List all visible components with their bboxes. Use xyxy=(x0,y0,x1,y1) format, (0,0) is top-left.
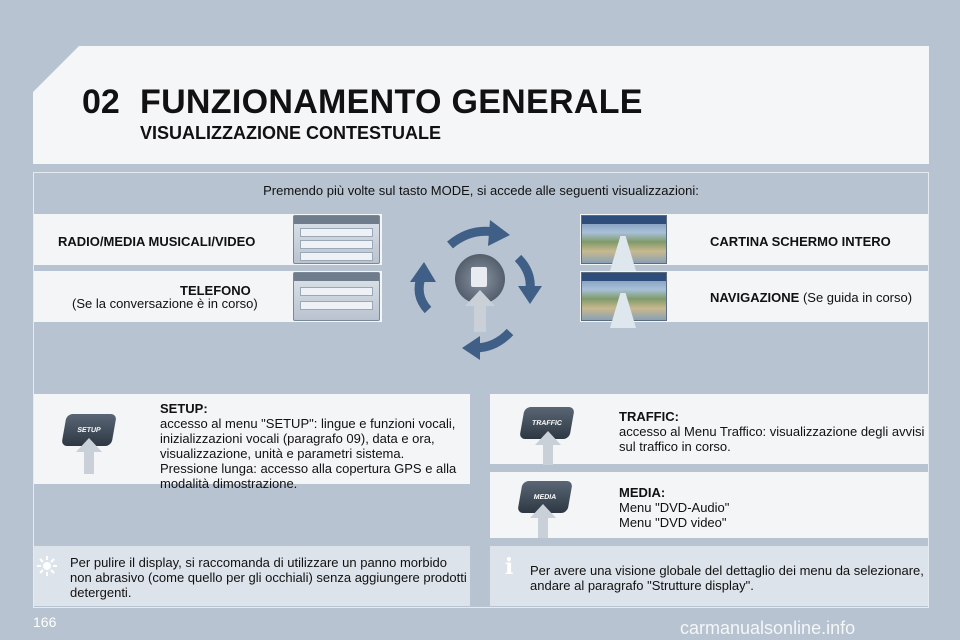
chapter-number: 02 xyxy=(82,83,120,121)
setup-line: inizializzazioni vocali (paragrafo 09), data e ora, xyxy=(160,431,435,446)
info-tip-line: andare al paragrafo "Strutture display". xyxy=(530,578,754,593)
mode-label-navigazione: NAVIGAZIONE xyxy=(710,290,800,305)
traffic-text xyxy=(619,409,924,454)
arrow-right-icon xyxy=(518,258,530,290)
mode-label-radio: RADIO/MEDIA MUSICALI/VIDEO xyxy=(58,234,256,249)
arrow-left-head-icon xyxy=(410,262,436,282)
info-tip-line: Per avere una visione globale del dettaglio dei menu da selezionare, xyxy=(530,563,924,578)
press-arrow-icon xyxy=(465,290,495,332)
press-arrow-icon xyxy=(530,504,556,538)
clean-tip-line: Per pulire il display, si raccomanda di utilizzare un panno morbido xyxy=(70,555,447,570)
media-line: Menu "DVD-Audio" xyxy=(619,500,730,515)
setup-line: accesso al menu "SETUP": lingue e funzioni vocali, xyxy=(160,416,456,431)
mode-note-navigazione: (Se guida in corso) xyxy=(802,290,913,305)
navigation-screen-thumbnail xyxy=(581,272,667,321)
info-tip-text xyxy=(530,563,924,593)
setup-button-icon: SETUP xyxy=(61,414,117,446)
arrow-bottom-head-icon xyxy=(462,336,480,360)
traffic-line: accesso al Menu Traffico: visualizzazione degli avvisi xyxy=(619,424,925,439)
info-icon: i xyxy=(504,554,514,580)
traffic-heading: TRAFFIC: xyxy=(619,409,679,424)
setup-line: modalità dimostrazione. xyxy=(160,476,298,491)
arrow-bottom-icon xyxy=(475,332,510,348)
phone-screen-thumbnail xyxy=(293,272,380,321)
intro-text: Premendo più volte sul tasto MODE, si accede alle seguenti visualizzazioni: xyxy=(263,183,699,198)
mode-navigazione xyxy=(710,290,912,305)
setup-line: visualizzazione, unità e parametri sistema. xyxy=(160,446,405,461)
media-text xyxy=(619,485,729,530)
traffic-line: sul traffico in corso. xyxy=(619,439,731,454)
watermark: carmanualsonline.info xyxy=(680,618,856,638)
clean-tip-line: non abrasivo (come quello per gli occhiali) senza aggiungere prodotti xyxy=(70,570,467,585)
press-arrow-icon xyxy=(76,438,102,474)
traffic-button-icon: TRAFFIC xyxy=(519,407,575,439)
arrow-top-head-icon xyxy=(488,220,510,246)
press-arrow-icon xyxy=(535,431,561,465)
media-button-icon: MEDIA xyxy=(517,481,573,513)
page-title: FUNZIONAMENTO GENERALE xyxy=(140,83,643,121)
mode-note-telefono: (Se la conversazione è in corso) xyxy=(72,296,258,311)
media-heading: MEDIA: xyxy=(619,485,666,500)
setup-text xyxy=(160,401,456,491)
setup-line: Pressione lunga: accesso alla copertura GPS e alla xyxy=(160,461,457,476)
sun-icon xyxy=(37,556,57,576)
setup-heading: SETUP: xyxy=(160,401,208,416)
map-screen-thumbnail xyxy=(581,215,667,264)
page-subtitle: VISUALIZZAZIONE CONTESTUALE xyxy=(140,123,441,143)
mode-label-cartina: CARTINA SCHERMO INTERO xyxy=(710,234,891,249)
radio-screen-thumbnail xyxy=(293,215,380,264)
page-number: 166 xyxy=(33,614,57,630)
media-line: Menu "DVD video" xyxy=(619,515,727,530)
clean-tip-text xyxy=(70,555,467,600)
arrow-right-head-icon xyxy=(518,286,542,304)
clean-tip-line: detergenti. xyxy=(70,585,132,600)
mode-label-telefono: TELEFONO xyxy=(180,283,251,298)
